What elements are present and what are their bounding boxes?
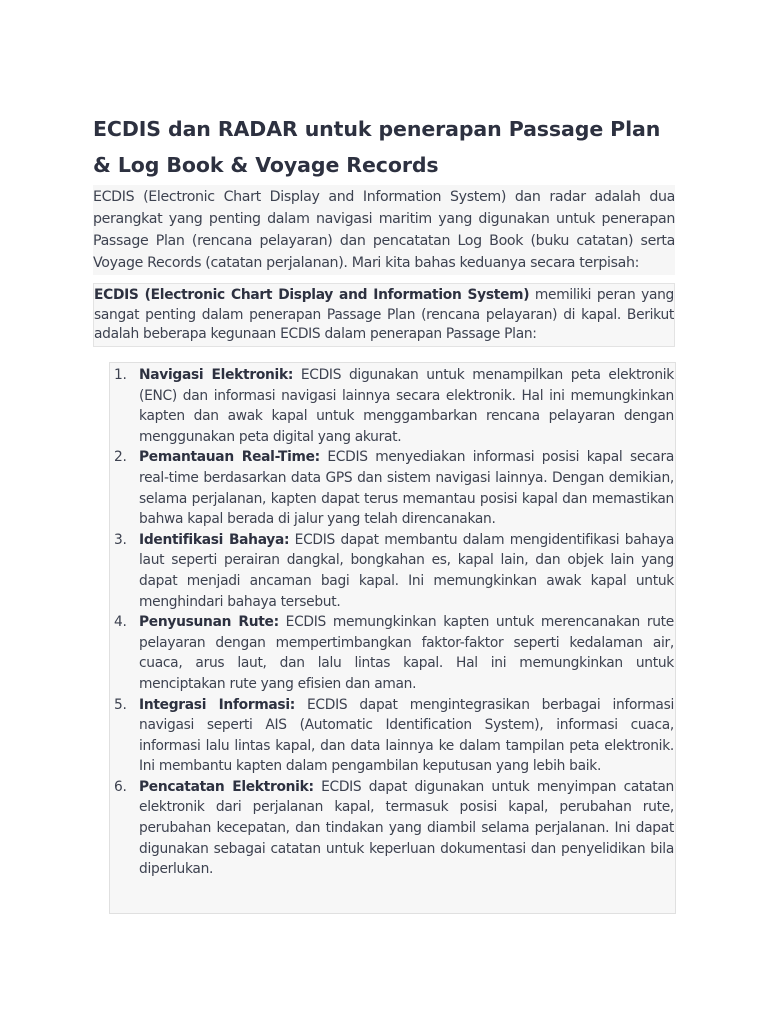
list-item bbox=[110, 612, 675, 694]
ecdis-intro-box bbox=[93, 283, 675, 347]
list-item-text: ECDIS menyediakan informasi posisi kapal secara real-time berdasarkan data GPS dan sistem navigasi lainnya. Dengan demikian, selama perjalanan, kapten dapat terus memantau posisi kapal dan memastikan bahwa kapal berada di jalur yang telah direncanakan. bbox=[139, 449, 674, 528]
ecdis-uses-list-box bbox=[109, 362, 676, 914]
intro-paragraph: ECDIS (Electronic Chart Display and Information System) dan radar adalah dua perangkat yang penting dalam navigasi maritim yang digunakan untuk penerapan Passage Plan (rencana pelayaran) dan pencatatan Log Book (buku catatan) serta Voyage Records (catatan perjalanan). Mari kita bahas keduanya secara terpisah: bbox=[93, 185, 675, 275]
list-item-text: ECDIS dapat mengintegrasikan berbagai informasi navigasi seperti AIS (Automatic Identification System), informasi cuaca, informasi lalu lintas kapal, dan data lainnya ke dalam tampilan peta elektronik. Ini membantu kapten dalam pengambilan keputusan yang lebih baik. bbox=[139, 696, 675, 775]
list-item-text: ECDIS digunakan untuk menampilkan peta elektronik (ENC) dan informasi navigasi lainnya secara elektronik. Hal ini memungkinkan kapten dan awak kapal untuk menggambarkan rencana pelayaran dengan menggunakan peta digital yang akurat. bbox=[139, 367, 674, 445]
ecdis-heading: ECDIS (Electronic Chart Display and Information System) bbox=[94, 287, 530, 303]
list-item-term: Pemantauan Real-Time: bbox=[139, 449, 320, 466]
list-item-number: 5. bbox=[114, 696, 127, 713]
list-item bbox=[110, 365, 675, 447]
list-item-text: ECDIS memungkinkan kapten untuk merencanakan rute pelayaran dengan mempertimbangkan faktor-faktor seperti kedalaman air, cuaca, arus laut, dan lalu lintas kapal. Hal ini memungkinkan untuk menciptakan rute yang efisien dan aman. bbox=[139, 614, 674, 692]
list-item-text: ECDIS dapat membantu dalam mengidentifikasi bahaya laut seperti perairan dangkal, bongkahan es, kapal lain, dan objek lain yang dapat menjadi ancaman bagi kapal. Ini memungkinkan awak kapal untuk menghindari bahaya tersebut. bbox=[139, 531, 674, 610]
list-item bbox=[110, 777, 675, 880]
document-title: ECDIS dan RADAR untuk penerapan Passage Plan & Log Book & Voyage Records bbox=[93, 117, 661, 177]
list-item-number: 1. bbox=[114, 367, 127, 383]
list-item-term: Pencatatan Elektronik: bbox=[139, 778, 314, 795]
list-item-term: Integrasi Informasi: bbox=[139, 696, 295, 713]
list-item-term: Penyusunan Rute: bbox=[139, 614, 279, 631]
list-item-number: 3. bbox=[114, 531, 127, 548]
list-item-text: ECDIS dapat digunakan untuk menyimpan catatan elektronik dari perjalanan kapal, termasuk posisi kapal, perubahan rute, perubahan kecepatan, dan tindakan yang diambil selama perjalanan. Ini dapat digunakan sebagai catatan untuk keperluan dokumentasi dan penyelidikan bila diperlukan. bbox=[139, 778, 674, 878]
list-item bbox=[110, 695, 675, 777]
ecdis-intro-text: memiliki peran yang sangat penting dalam penerapan Passage Plan (rencana pelayaran) di kapal. Berikut adalah beberapa kegunaan ECDIS dalam penerapan Passage Plan: bbox=[94, 287, 674, 342]
list-item-number: 2. bbox=[114, 449, 127, 466]
list-item-number: 4. bbox=[114, 614, 127, 631]
list-item-number: 6. bbox=[114, 778, 127, 795]
list-item-term: Navigasi Elektronik: bbox=[139, 367, 294, 383]
ecdis-uses-list bbox=[110, 363, 675, 880]
list-item bbox=[110, 530, 675, 612]
list-item bbox=[110, 447, 675, 529]
list-item-term: Identifikasi Bahaya: bbox=[139, 531, 290, 548]
